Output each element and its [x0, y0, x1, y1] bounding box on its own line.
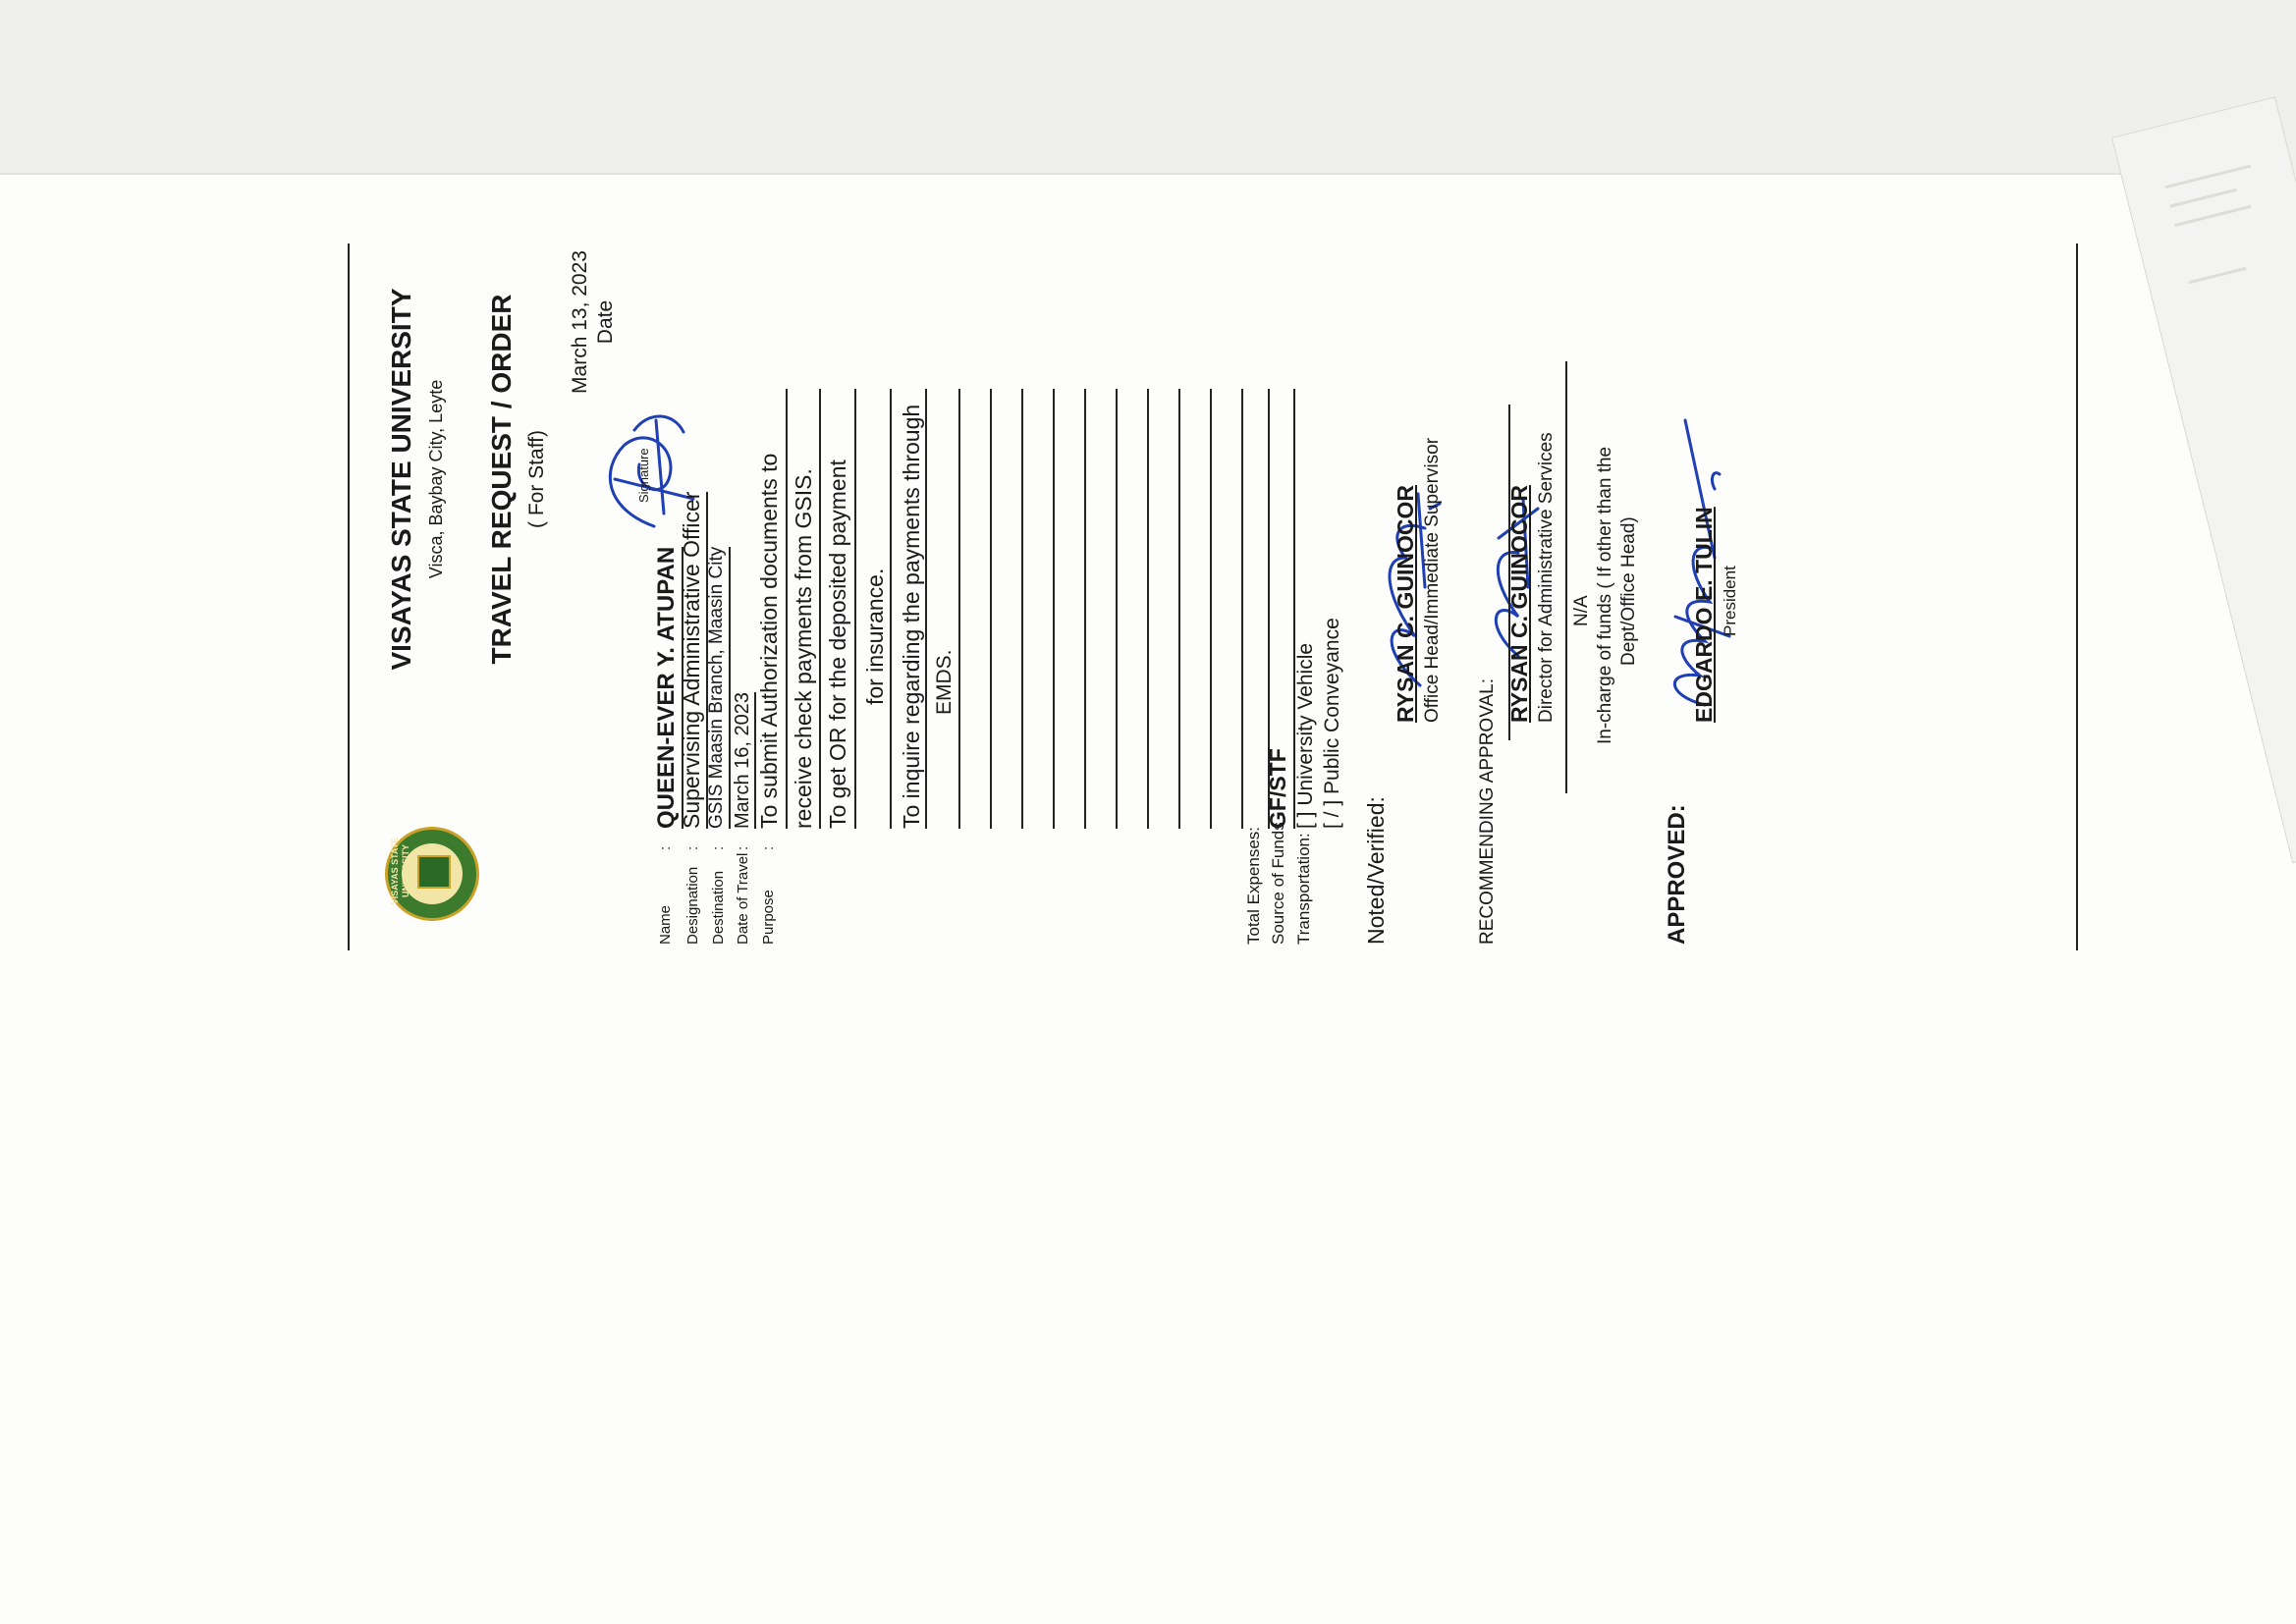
purpose-underline: [1084, 389, 1086, 829]
purpose-underline: [1147, 389, 1149, 829]
purpose-underline: [1210, 389, 1212, 829]
purpose-label: Purpose: [760, 890, 777, 945]
purpose-underline: [958, 389, 960, 829]
recommending-signatory-name: RYSAN C. GUINOCOR: [1506, 485, 1532, 723]
receipt-faint-line: [2165, 164, 2252, 189]
purpose-line-5: To inquire regarding the payments through: [899, 404, 924, 829]
signature-label: Signature: [636, 448, 651, 503]
purpose-underline: [890, 389, 892, 829]
purpose-underline: [1053, 389, 1055, 829]
source-of-funds-value: GF/STF: [1265, 748, 1290, 829]
purpose-line-4: for insurance.: [862, 568, 888, 705]
president-role: President: [1721, 566, 1739, 636]
purpose-underline: [1116, 389, 1118, 829]
purpose-underline: [1241, 389, 1243, 829]
receipt-faint-line: [2189, 267, 2247, 284]
designation-colon: :: [684, 845, 701, 850]
transportation-option-public-conveyance: [ / ] Public Conveyance: [1321, 618, 1343, 829]
date-label: Date: [594, 299, 617, 345]
noted-verified-label: Noted/Verified:: [1363, 796, 1389, 945]
name-label: Name: [657, 904, 674, 945]
destination-value: GSIS Maasin Branch, Maasin City: [706, 547, 731, 829]
total-expenses-label: Total Expenses:: [1244, 826, 1263, 945]
name-value: QUEEN-EVER Y. ATUPAN: [653, 547, 683, 829]
transportation-label: Transportation:: [1294, 833, 1313, 945]
source-of-funds-label: Source of Funds: [1269, 822, 1287, 945]
date-value: March 13, 2023: [569, 250, 591, 394]
travel-request-form: [348, 244, 2078, 950]
purpose-underline: [854, 389, 856, 829]
purpose-underline: [786, 389, 788, 829]
university-seal-icon: [385, 827, 479, 921]
purpose-line-6: EMDS.: [933, 649, 956, 715]
funds-incharge-role-line-1: In-charge of funds ( If other than the: [1595, 446, 1615, 744]
approved-label: APPROVED:: [1664, 804, 1690, 945]
noted-signatory-name: RYSAN C. GUINOCOR: [1393, 485, 1418, 723]
university-name: VISAYAS STATE UNIVERSITY: [386, 288, 416, 671]
seal-core: [417, 855, 451, 889]
purpose-line-3: To get OR for the deposited payment: [825, 460, 850, 829]
seal-text: VISAYAS STATE: [390, 837, 400, 905]
funds-incharge-role-line-2: Dept/Office Head): [1618, 516, 1639, 666]
destination-label: Destination: [710, 870, 727, 945]
purpose-colon: :: [760, 845, 777, 850]
receipt-faint-line: [2169, 189, 2237, 208]
name-colon: :: [657, 845, 674, 850]
purpose-underline: [990, 389, 992, 829]
form-rotated-frame: [348, 244, 2078, 950]
recommending-signatory-role: Director for Administrative Services: [1536, 432, 1557, 723]
purpose-underline: [1178, 389, 1180, 829]
scan-background-band: [0, 0, 2296, 175]
purpose-underline: [925, 389, 927, 829]
purpose-underline: [1021, 389, 1023, 829]
torn-receipt-paper: [2111, 96, 2296, 863]
designation-label: Designation: [684, 866, 701, 945]
university-address: Visca, Baybay City, Leyte: [426, 379, 446, 579]
form-title: TRAVEL REQUEST / ORDER: [486, 294, 517, 665]
funds-incharge-value: N/A: [1571, 595, 1592, 626]
noted-signatory-role: Office Head/Immediate Supervisor: [1422, 437, 1443, 723]
form-subtitle: ( For Staff): [525, 430, 548, 528]
date-of-travel-value: March 16, 2023: [731, 692, 756, 829]
purpose-line-2: receive check payments from GSIS.: [791, 468, 816, 829]
transportation-option-university-vehicle: [ ] University Vehicle: [1294, 642, 1317, 829]
designation-value: Supervising Administrative Officer: [679, 492, 708, 829]
date-of-travel-colon: :: [735, 845, 751, 850]
destination-colon: :: [710, 845, 727, 850]
paper-edge: [0, 173, 2170, 175]
purpose-underline: [819, 389, 821, 829]
recommending-approval-label: RECOMMENDING APPROVAL:: [1477, 678, 1498, 945]
purpose-line-1: To submit Authorization documents to: [756, 453, 782, 829]
president-name: EDGARDO E. TULIN: [1691, 507, 1717, 723]
receipt-faint-line: [2174, 205, 2251, 227]
date-of-travel-label: Date of Travel: [735, 852, 751, 945]
funds-signature-line: [1565, 361, 1567, 793]
